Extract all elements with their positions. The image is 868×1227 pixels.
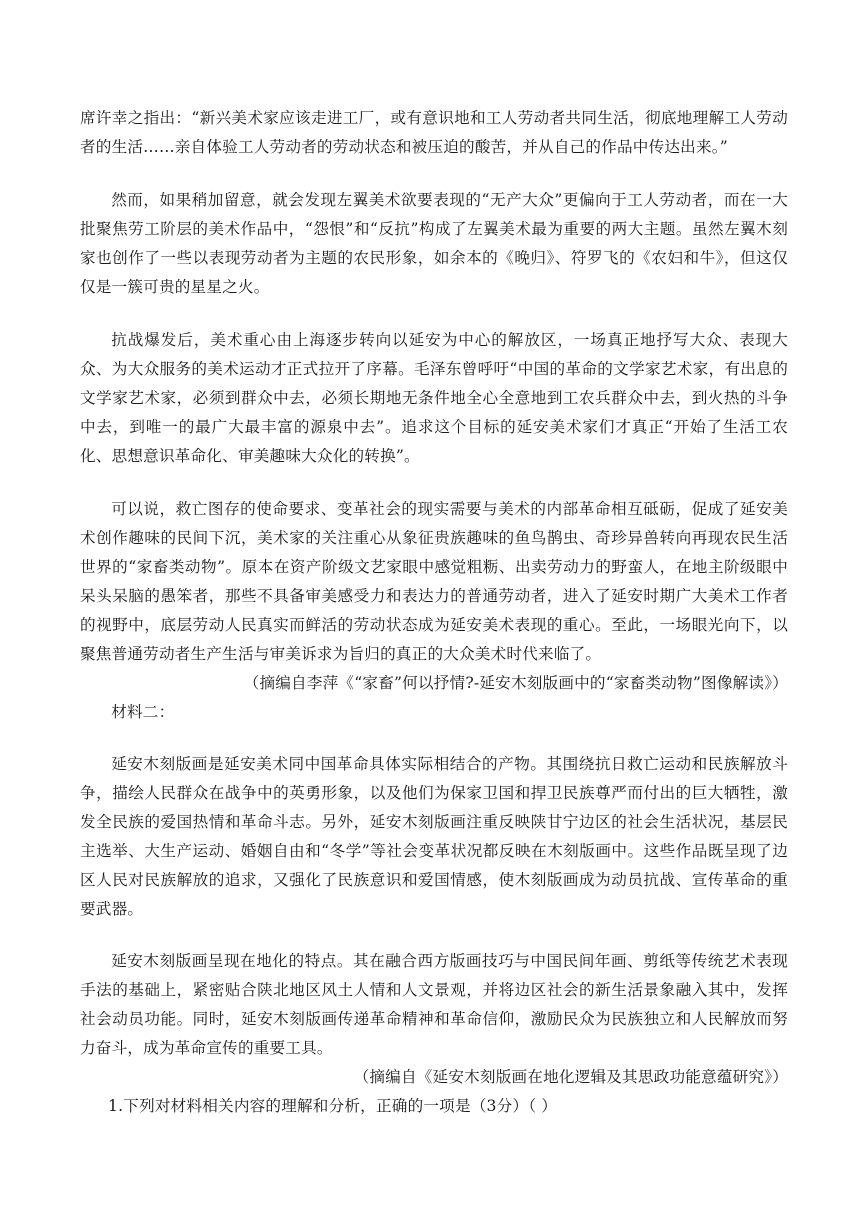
paragraph-continued: 席许幸之指出：“新兴美术家应该走进工厂，或有意识地和工人劳动者共同生活，彻底地理解工人劳动者的生活……亲自体验工人劳动者的劳动状态和被压迫的酸苦，并从自己的作品中传达出来。” [80, 109, 788, 156]
source-citation-2: （摘编自《延安木刻版画在地化逻辑及其思政功能意蕴研究》） [353, 1068, 788, 1086]
source-citation-1: （摘编自李萍《“家畜”何以抒情?-延安木刻版画中的“家畜类动物”图像解读》） [243, 674, 788, 692]
material-two-label: 材料二： [111, 703, 175, 721]
paragraph-war-outbreak: 抗战爆发后，美术重心由上海逐步转向以延安为中心的解放区，一场真正地抒写大众、表现大众、为大众服务的美术运动才正式拉开了序幕。毛泽东曾呼吁“中国的革命的文学家艺术家，有出息的文学家艺术家，必须到群众中去，必须长期地无条件地全心全意地到工农兵群众中去，到火热的斗争中去，到唯一的最广大最丰富的源泉中去”。追求这个目标的延安美术家们才真正“开始了生活工农化、思想意识革命化、审美趣味大众化的转换”。 [80, 331, 788, 465]
paragraph-woodcut-product: 延安木刻版画是延安美术同中国革命具体实际相结合的产物。其围绕抗日救亡运动和民族解放斗争，描绘人民群众在战争中的英勇形象，以及他们为保家卫国和捍卫民族尊严而付出的巨大牺牲，激发全民族的爱国热情和革命斗志。另外，延安木刻版画注重反映陕甘宁边区的社会生活状况，基层民主选举、大生产运动、婚姻自由和“冬学”等社会变革状况都反映在木刻版画中。这些作品既呈现了边区人民对民族解放的追求，又强化了民族意识和爱国情感，使木刻版画成为动员抗战、宣传革命的重要武器。 [80, 755, 788, 918]
paragraph-left-wing-themes: 然而，如果稍加留意，就会发现左翼美术欲要表现的“无产大众”更偏向于工人劳动者，而在一大批聚焦劳工阶层的美术作品中，“怨恨”和“反抗”构成了左翼美术最为重要的两大主题。虽然左翼木刻家也创作了一些以表现劳动者为主题的农民形象，如余本的《晚归》、符罗飞的《农妇和牛》，但这仅仅是一簇可贵的星星之火。 [80, 191, 788, 296]
document-page [80, 104, 788, 1121]
question-1: 1.下列对材料相关内容的理解和分析，正确的一项是（3分）（ ） [108, 1097, 558, 1115]
paragraph-conclusion: 可以说，救亡图存的使命要求、变革社会的现实需要与美术的内部革命相互砥砺，促成了延安美术创作趣味的民间下沉，美术家的关注重心从象征贵族趣味的鱼鸟鹊虫、奇珍异兽转向再现农民生活世界的“家畜类动物”。原本在资产阶级文艺家眼中感觉粗粝、出卖劳动力的野蛮人，在地主阶级眼中呆头呆脑的愚笨者，那些不具备审美感受力和表达力的普通劳动者，进入了延安时期广大美术工作者的视野中，底层劳动人民真实而鲜活的劳动状态成为延安美术表现的重心。至此，一场眼光向下，以聚焦普通劳动者生产生活与审美诉求为旨归的真正的大众美术时代来临了。 [80, 500, 788, 663]
paragraph-woodcut-localization: 延安木刻版画呈现在地化的特点。其在融合西方版画技巧与中国民间年画、剪纸等传统艺术表现手法的基础上，紧密贴合陕北地区风土人情和人文景观，并将边区社会的新生活景象融入其中，发挥社会动员功能。同时，延安木刻版画传递革命精神和革命信仰，激励民众为民族独立和人民解放而努力奋斗，成为革命宣传的重要工具。 [80, 952, 788, 1057]
